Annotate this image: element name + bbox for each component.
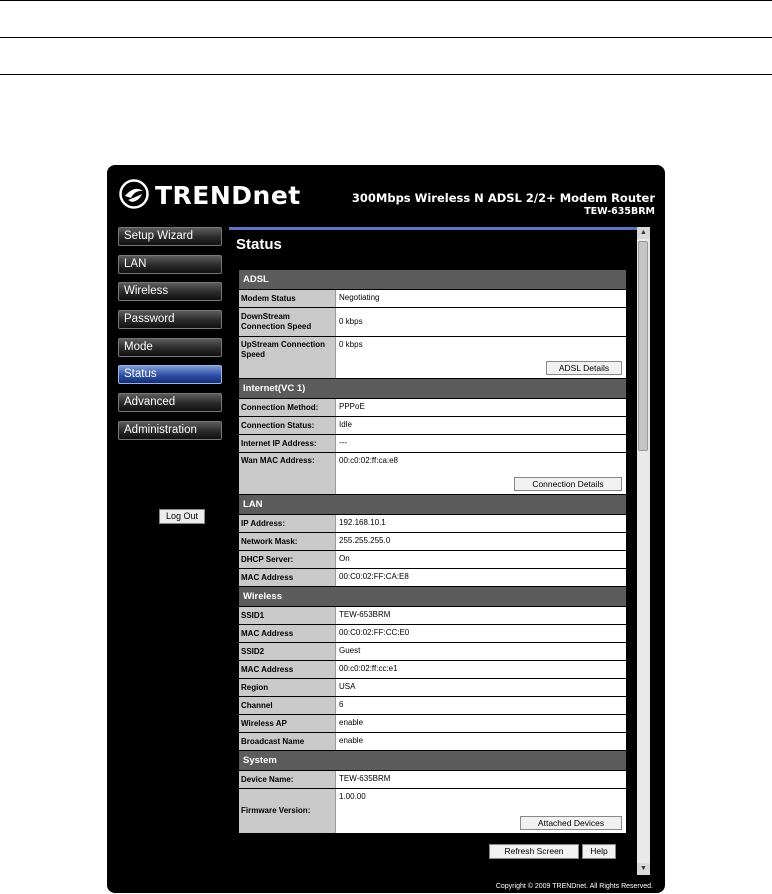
- table-row: [239, 679, 626, 697]
- menu-item-status[interactable]: Status: [118, 365, 222, 384]
- section-internet-header: Internet(VC 1): [239, 379, 626, 399]
- row-label: Firmware Version:: [239, 789, 336, 833]
- row-value: enable: [336, 715, 626, 732]
- trendnet-logo-icon: [119, 179, 149, 209]
- section-adsl-header: ADSL: [239, 270, 626, 290]
- row-label: MAC Address: [239, 569, 336, 586]
- row-label: SSID1: [239, 607, 336, 624]
- copyright-text: Copyright © 2009 TRENDnet. All Rights Reserved.: [495, 883, 653, 890]
- row-label: MAC Address: [239, 661, 336, 678]
- row-value: TEW-635BRM: [336, 771, 626, 788]
- section-lan-header: LAN: [239, 495, 626, 515]
- top-rule: [0, 0, 772, 1]
- row-value: 00:C0:02:FF:CA:E8: [336, 569, 626, 586]
- table-row: [239, 643, 626, 661]
- row-label-text: Wan MAC Address:: [241, 456, 315, 465]
- menu-item-lan[interactable]: LAN: [118, 255, 222, 274]
- table-row: [239, 569, 626, 587]
- row-value: Idle: [336, 417, 626, 434]
- content-scrollbar[interactable]: [637, 227, 650, 875]
- row-value-text: 0 kbps: [339, 340, 363, 349]
- menu-item-administration[interactable]: Administration: [118, 421, 222, 440]
- table-row: [239, 625, 626, 643]
- table-row: [239, 789, 626, 834]
- page-title: Status: [236, 236, 282, 253]
- row-value: enable: [336, 733, 626, 750]
- row-label: SSID2: [239, 643, 336, 660]
- row-value-text: 0 kbps: [339, 317, 363, 326]
- scroll-up-icon[interactable]: ▲: [637, 227, 650, 239]
- table-row: [239, 551, 626, 569]
- sidebar-menu: [118, 227, 222, 521]
- row-label: Channel: [239, 697, 336, 714]
- row-value: [336, 337, 626, 378]
- row-label: IP Address:: [239, 515, 336, 532]
- row-value: USA: [336, 679, 626, 696]
- row-value: PPPoE: [336, 399, 626, 416]
- row-label: DHCP Server:: [239, 551, 336, 568]
- menu-item-wireless[interactable]: Wireless: [118, 282, 222, 301]
- row-label: Region: [239, 679, 336, 696]
- table-row: [239, 715, 626, 733]
- row-label: Internet IP Address:: [239, 435, 336, 452]
- row-value: 00:c0:02:ff:cc:e1: [336, 661, 626, 678]
- section-system-header: System: [239, 751, 626, 771]
- row-label: [239, 337, 336, 378]
- row-value: [336, 789, 626, 833]
- row-label: Network Mask:: [239, 533, 336, 550]
- row-label-text: UpStream Connection Speed: [241, 340, 326, 359]
- table-row: [239, 733, 626, 751]
- row-value: Negotiating: [336, 290, 626, 307]
- table-row: [239, 337, 626, 379]
- row-label: Device Name:: [239, 771, 336, 788]
- row-value: ---: [336, 435, 626, 452]
- table-row: [239, 697, 626, 715]
- help-button[interactable]: Help: [582, 844, 616, 859]
- row-value: On: [336, 551, 626, 568]
- row-value: 6: [336, 697, 626, 714]
- table-row: [239, 533, 626, 551]
- row-value-text: 00:c0:02:ff:ca:e8: [339, 456, 399, 465]
- scroll-thumb[interactable]: [638, 241, 648, 451]
- table-row: [239, 399, 626, 417]
- table-row: [239, 771, 626, 789]
- table-row: [239, 515, 626, 533]
- menu-item-password[interactable]: Password: [118, 310, 222, 329]
- brand-name: TRENDnet: [155, 181, 301, 210]
- row-value: 255.255.255.0: [336, 533, 626, 550]
- row-label: Wireless AP: [239, 715, 336, 732]
- row-value: [336, 453, 626, 494]
- menu-item-setup-wizard[interactable]: Setup Wizard: [118, 227, 222, 246]
- middle-rule: [0, 37, 772, 38]
- row-label: DownStream Connection Speed: [239, 308, 336, 336]
- attached-devices-button[interactable]: Attached Devices: [520, 816, 622, 830]
- adsl-details-button[interactable]: ADSL Details: [546, 361, 622, 375]
- table-row: [239, 290, 626, 308]
- product-title-block: [352, 192, 655, 218]
- table-row: [239, 453, 626, 495]
- row-label: Connection Method:: [239, 399, 336, 416]
- row-label: Modem Status: [239, 290, 336, 307]
- table-row: [239, 607, 626, 625]
- row-value: [336, 308, 626, 336]
- product-model: TEW-635BRM: [584, 206, 655, 217]
- table-row: [239, 435, 626, 453]
- row-value: 192.168.10.1: [336, 515, 626, 532]
- row-label: Connection Status:: [239, 417, 336, 434]
- row-value: 00:C0:02:FF:CC:E0: [336, 625, 626, 642]
- menu-item-mode[interactable]: Mode: [118, 338, 222, 357]
- table-row: [239, 417, 626, 435]
- content-panel: [229, 227, 637, 878]
- menu-item-advanced[interactable]: Advanced: [118, 393, 222, 412]
- table-row: [239, 308, 626, 337]
- product-title: 300Mbps Wireless N ADSL 2/2+ Modem Router: [351, 191, 655, 205]
- router-ui-window: [107, 165, 665, 893]
- scroll-down-icon[interactable]: ▼: [637, 863, 650, 875]
- row-value-text: 1.00.00: [339, 792, 366, 801]
- row-value: TEW-653BRM: [336, 607, 626, 624]
- refresh-screen-button[interactable]: Refresh Screen: [489, 844, 579, 859]
- bottom-rule: [0, 74, 772, 75]
- logout-button[interactable]: Log Out: [159, 509, 205, 524]
- connection-details-button[interactable]: Connection Details: [514, 477, 622, 491]
- row-value: Guest: [336, 643, 626, 660]
- row-label: Broadcast Name: [239, 733, 336, 750]
- header: [107, 165, 665, 225]
- row-label: MAC Address: [239, 625, 336, 642]
- status-table: [239, 270, 626, 834]
- row-label: [239, 453, 336, 494]
- section-wireless-header: Wireless: [239, 587, 626, 607]
- table-row: [239, 661, 626, 679]
